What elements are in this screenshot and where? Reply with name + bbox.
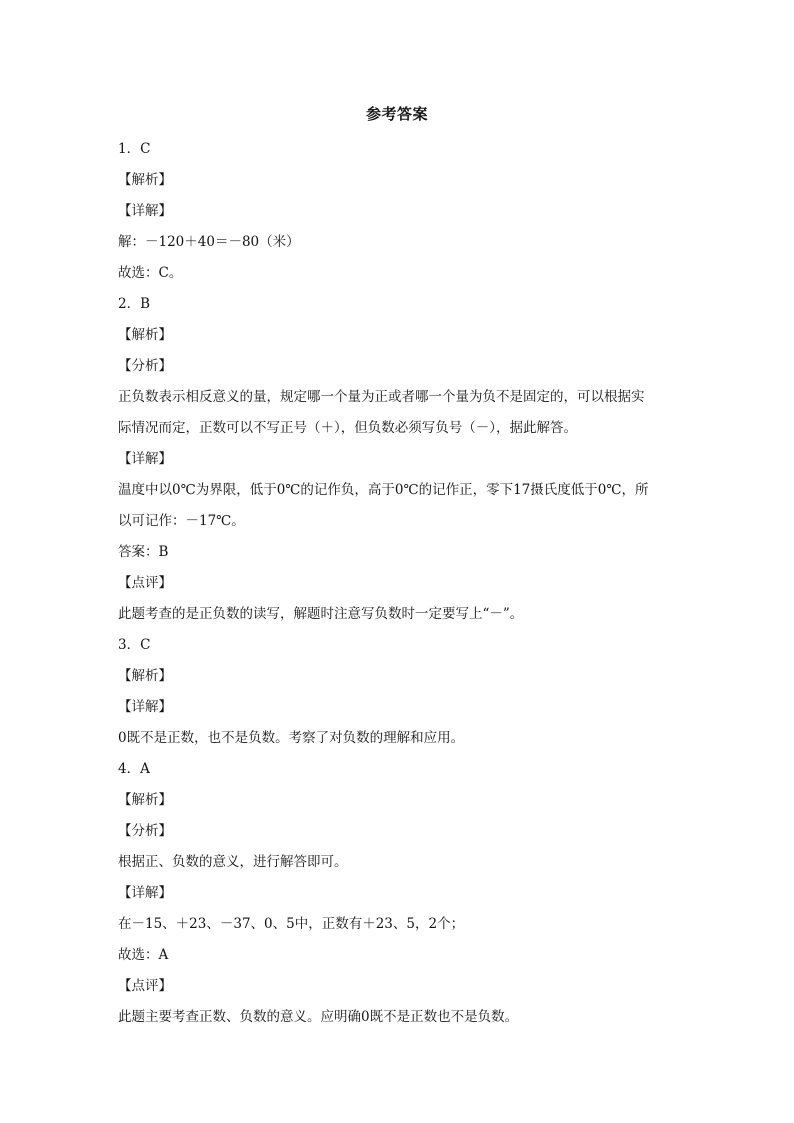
q4-reasoning: 根据正、负数的意义，进行解答即可。: [118, 854, 348, 870]
q3-answer: 3．C: [118, 637, 151, 653]
q3-analysis-label: 【解析】: [118, 668, 172, 684]
q4-comment-label: 【点评】: [118, 978, 172, 994]
q1-analysis-label: 【解析】: [118, 172, 172, 188]
q4-choice: 故选：A: [118, 947, 169, 963]
q1-solution: 解：－120＋40＝－80（米）: [118, 234, 300, 250]
q2-comment-label: 【点评】: [118, 575, 172, 591]
q1-answer: 1．C: [118, 141, 151, 157]
q2-comment: 此题考查的是正负数的读写，解题时注意写负数时一定要写上“－”。: [118, 606, 524, 622]
page-title: 参考答案: [365, 105, 428, 123]
q2-detail-line-1: 温度中以0℃为界限，低于0℃的记作负，高于0℃的记作正，零下17摄氏度低于0℃，所: [118, 482, 649, 498]
q2-reasoning-line-2: 际情况而定，正数可以不写正号（＋），但负数必须写负号（－），据此解答。: [118, 420, 577, 436]
q4-comment: 此题主要考查正数、负数的意义。应明确0既不是正数也不是负数。: [118, 1009, 519, 1025]
q2-result: 答案：B: [118, 544, 169, 560]
q2-answer: 2．B: [118, 296, 151, 312]
q1-detail-label: 【详解】: [118, 203, 172, 219]
answer-content: [118, 134, 688, 1033]
q4-answer: 4．A: [118, 761, 150, 777]
q1-choice: 故选：C。: [118, 265, 183, 281]
q2-detail-label: 【详解】: [118, 451, 172, 467]
q4-reasoning-label: 【分析】: [118, 823, 172, 839]
q2-analysis-label: 【解析】: [118, 327, 172, 343]
q4-detail: 在－15、＋23、－37、0、5中，正数有＋23、5，2个；: [118, 916, 465, 932]
q4-analysis-label: 【解析】: [118, 792, 172, 808]
q4-detail-label: 【详解】: [118, 885, 172, 901]
q3-detail-label: 【详解】: [118, 699, 172, 715]
q2-reasoning-line-1: 正负数表示相反意义的量，规定哪一个量为正或者哪一个量为负不是固定的，可以根据实: [118, 389, 645, 405]
q2-reasoning-label: 【分析】: [118, 358, 172, 374]
q2-detail-line-2: 以可记作：－17℃。: [118, 513, 245, 529]
q3-detail: 0既不是正数，也不是负数。考察了对负数的理解和应用。: [118, 730, 465, 746]
